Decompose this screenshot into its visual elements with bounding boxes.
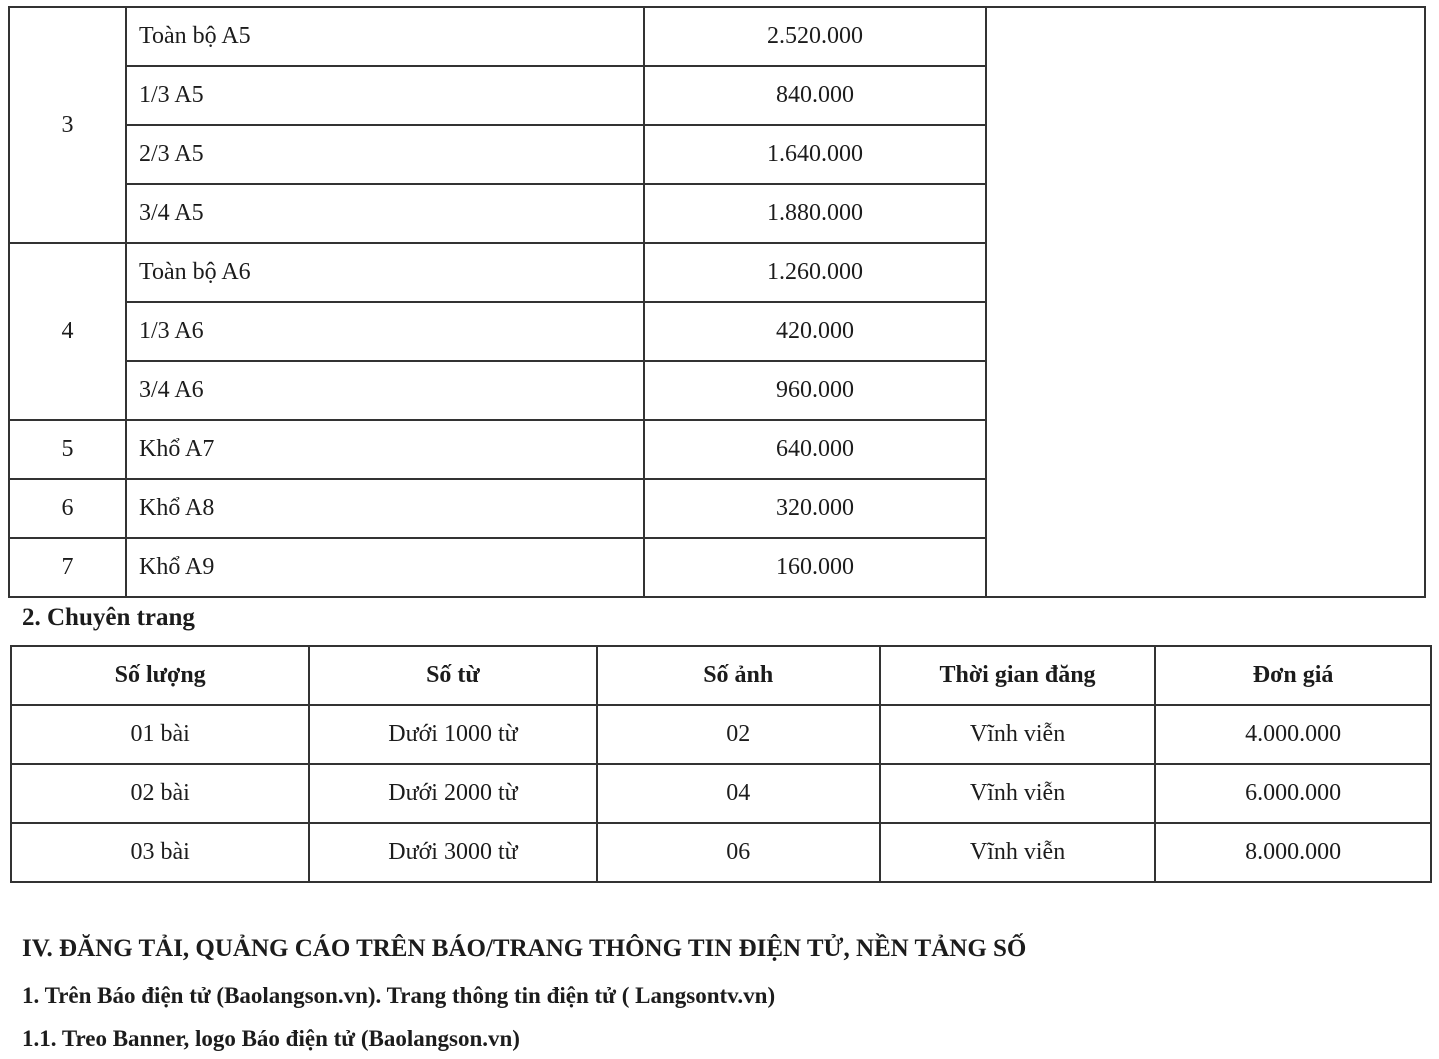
size-name: Khổ A9 (126, 538, 644, 597)
price: 1.260.000 (644, 243, 986, 302)
table-row (11, 823, 1431, 882)
table-cell: Vĩnh viễn (880, 705, 1155, 764)
table-cell: 02 (597, 705, 880, 764)
price: 320.000 (644, 479, 986, 538)
subheading-1: 1. Trên Báo điện tử (Baolangson.vn). Trang thông tin điện tử ( Langsontv.vn) (22, 983, 776, 1008)
column-header: Thời gian đăng (880, 646, 1155, 705)
column-header: Số từ (309, 646, 596, 705)
row-number: 6 (9, 479, 126, 538)
size-name: Toàn bộ A6 (126, 243, 644, 302)
table-cell: 4.000.000 (1155, 705, 1431, 764)
size-name: 1/3 A5 (126, 66, 644, 125)
subheading-1-1: 1.1. Treo Banner, logo Báo điện tử (Baolangson.vn) (22, 1026, 520, 1051)
row-number: 7 (9, 538, 126, 597)
table-cell: Dưới 1000 từ (309, 705, 596, 764)
price: 1.880.000 (644, 184, 986, 243)
price: 960.000 (644, 361, 986, 420)
row-number: 4 (9, 243, 126, 420)
table-row (11, 705, 1431, 764)
price: 420.000 (644, 302, 986, 361)
price: 840.000 (644, 66, 986, 125)
price: 2.520.000 (644, 7, 986, 66)
table-header-row (11, 646, 1431, 705)
table-cell: Vĩnh viễn (880, 764, 1155, 823)
size-name: Toàn bộ A5 (126, 7, 644, 66)
price-table-print-sizes (8, 6, 1426, 598)
size-name: Khổ A8 (126, 479, 644, 538)
table-cell: 06 (597, 823, 880, 882)
section-heading-chuyen-trang: 2. Chuyên trang (22, 604, 195, 631)
column-header: Số lượng (11, 646, 309, 705)
row-number: 5 (9, 420, 126, 479)
row-number: 3 (9, 7, 126, 243)
column-header: Đơn giá (1155, 646, 1431, 705)
size-name: 1/3 A6 (126, 302, 644, 361)
table-cell: 6.000.000 (1155, 764, 1431, 823)
table-cell: 04 (597, 764, 880, 823)
table-cell: Dưới 3000 từ (309, 823, 596, 882)
note-cell (986, 7, 1425, 597)
table-cell: Dưới 2000 từ (309, 764, 596, 823)
table-row (9, 7, 1425, 66)
section-heading-iv: IV. ĐĂNG TẢI, QUẢNG CÁO TRÊN BÁO/TRANG THÔNG TIN ĐIỆN TỬ, NỀN TẢNG SỐ (22, 935, 1027, 962)
table-cell: 8.000.000 (1155, 823, 1431, 882)
price: 160.000 (644, 538, 986, 597)
table-row (11, 764, 1431, 823)
price-table-chuyen-trang (10, 645, 1432, 883)
column-header: Số ảnh (597, 646, 880, 705)
size-name: 3/4 A5 (126, 184, 644, 243)
table-cell: 01 bài (11, 705, 309, 764)
table-cell: 02 bài (11, 764, 309, 823)
size-name: Khổ A7 (126, 420, 644, 479)
size-name: 3/4 A6 (126, 361, 644, 420)
price: 1.640.000 (644, 125, 986, 184)
size-name: 2/3 A5 (126, 125, 644, 184)
price: 640.000 (644, 420, 986, 479)
table-cell: Vĩnh viễn (880, 823, 1155, 882)
table-cell: 03 bài (11, 823, 309, 882)
